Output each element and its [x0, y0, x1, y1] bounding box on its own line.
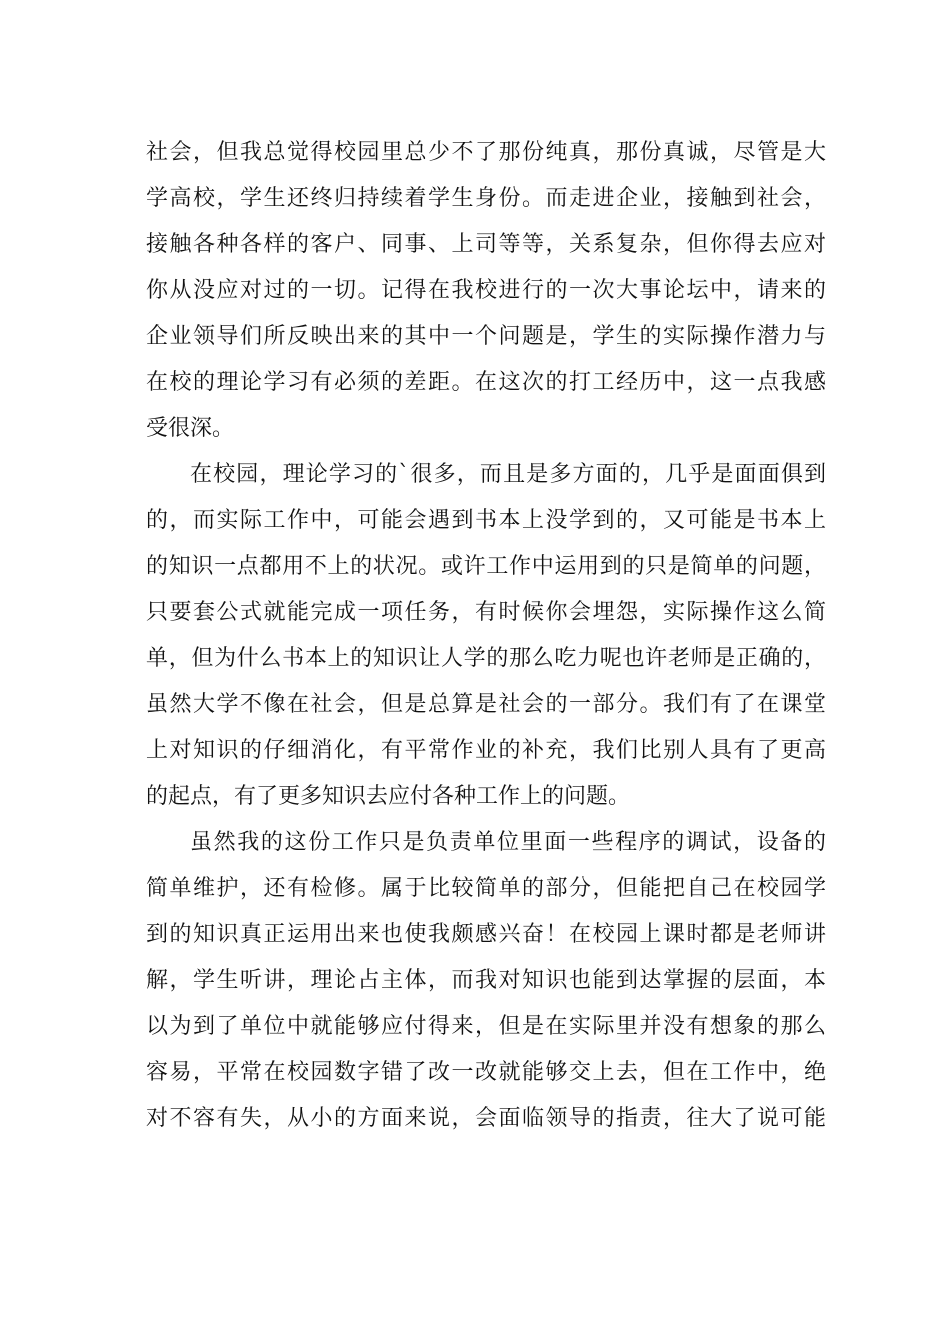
text-line: 上对知识的仔细消化，有平常作业的补充，我们比别人具有了更高 — [146, 738, 826, 763]
body-text — [146, 130, 826, 1142]
text-line: 简单维护，还有检修。属于比较简单的部分，但能把自己在校园学 — [146, 876, 826, 901]
text-line: 的知识一点都用不上的状况。或许工作中运用到的只是简单的问题， — [146, 554, 826, 579]
paragraph-3 — [146, 820, 826, 1142]
text-line: 以为到了单位中就能够应付得来，但是在实际里并没有想象的那么 — [146, 1014, 826, 1039]
text-line: 的起点，有了更多知识去应付各种工作上的问题。 — [146, 784, 631, 809]
text-line: 企业领导们所反映出来的其中一个问题是，学生的实际操作潜力与 — [146, 324, 826, 349]
text-line: 学高校，学生还终归持续着学生身份。而走进企业，接触到社会， — [146, 186, 826, 211]
text-line: 只要套公式就能完成一项任务，有时候你会埋怨，实际操作这么简 — [146, 600, 826, 625]
text-line: 在校的理论学习有必须的差距。在这次的打工经历中，这一点我感 — [146, 370, 826, 395]
text-line: 虽然大学不像在社会，但是总算是社会的一部分。我们有了在课堂 — [146, 692, 826, 717]
text-line: 接触各种各样的客户、同事、上司等等，关系复杂，但你得去应对 — [146, 232, 826, 257]
text-line: 在校园，理论学习的`很多，而且是多方面的，几乎是面面俱到 — [190, 462, 826, 487]
paragraph-1 — [146, 130, 826, 452]
text-line: 单，但为什么书本上的知识让人学的那么吃力呢也许老师是正确的， — [146, 646, 826, 671]
text-line: 对不容有失，从小的方面来说，会面临领导的指责，往大了说可能 — [146, 1106, 826, 1131]
text-line: 解，学生听讲，理论占主体，而我对知识也能到达掌握的层面，本 — [146, 968, 826, 993]
text-line: 的，而实际工作中，可能会遇到书本上没学到的，又可能是书本上 — [146, 508, 826, 533]
text-line: 容易，平常在校园数字错了改一改就能够交上去，但在工作中，绝 — [146, 1060, 826, 1085]
text-line: 社会，但我总觉得校园里总少不了那份纯真，那份真诚，尽管是大 — [146, 140, 826, 165]
text-line: 受很深。 — [146, 416, 235, 441]
text-line: 到的知识真正运用出来也使我颇感兴奋！在校园上课时都是老师讲 — [146, 922, 826, 947]
text-line: 你从没应对过的一切。记得在我校进行的一次大事论坛中，请来的 — [146, 278, 826, 303]
paragraph-2 — [146, 452, 826, 820]
text-line: 虽然我的这份工作只是负责单位里面一些程序的调试，设备的 — [190, 830, 826, 855]
